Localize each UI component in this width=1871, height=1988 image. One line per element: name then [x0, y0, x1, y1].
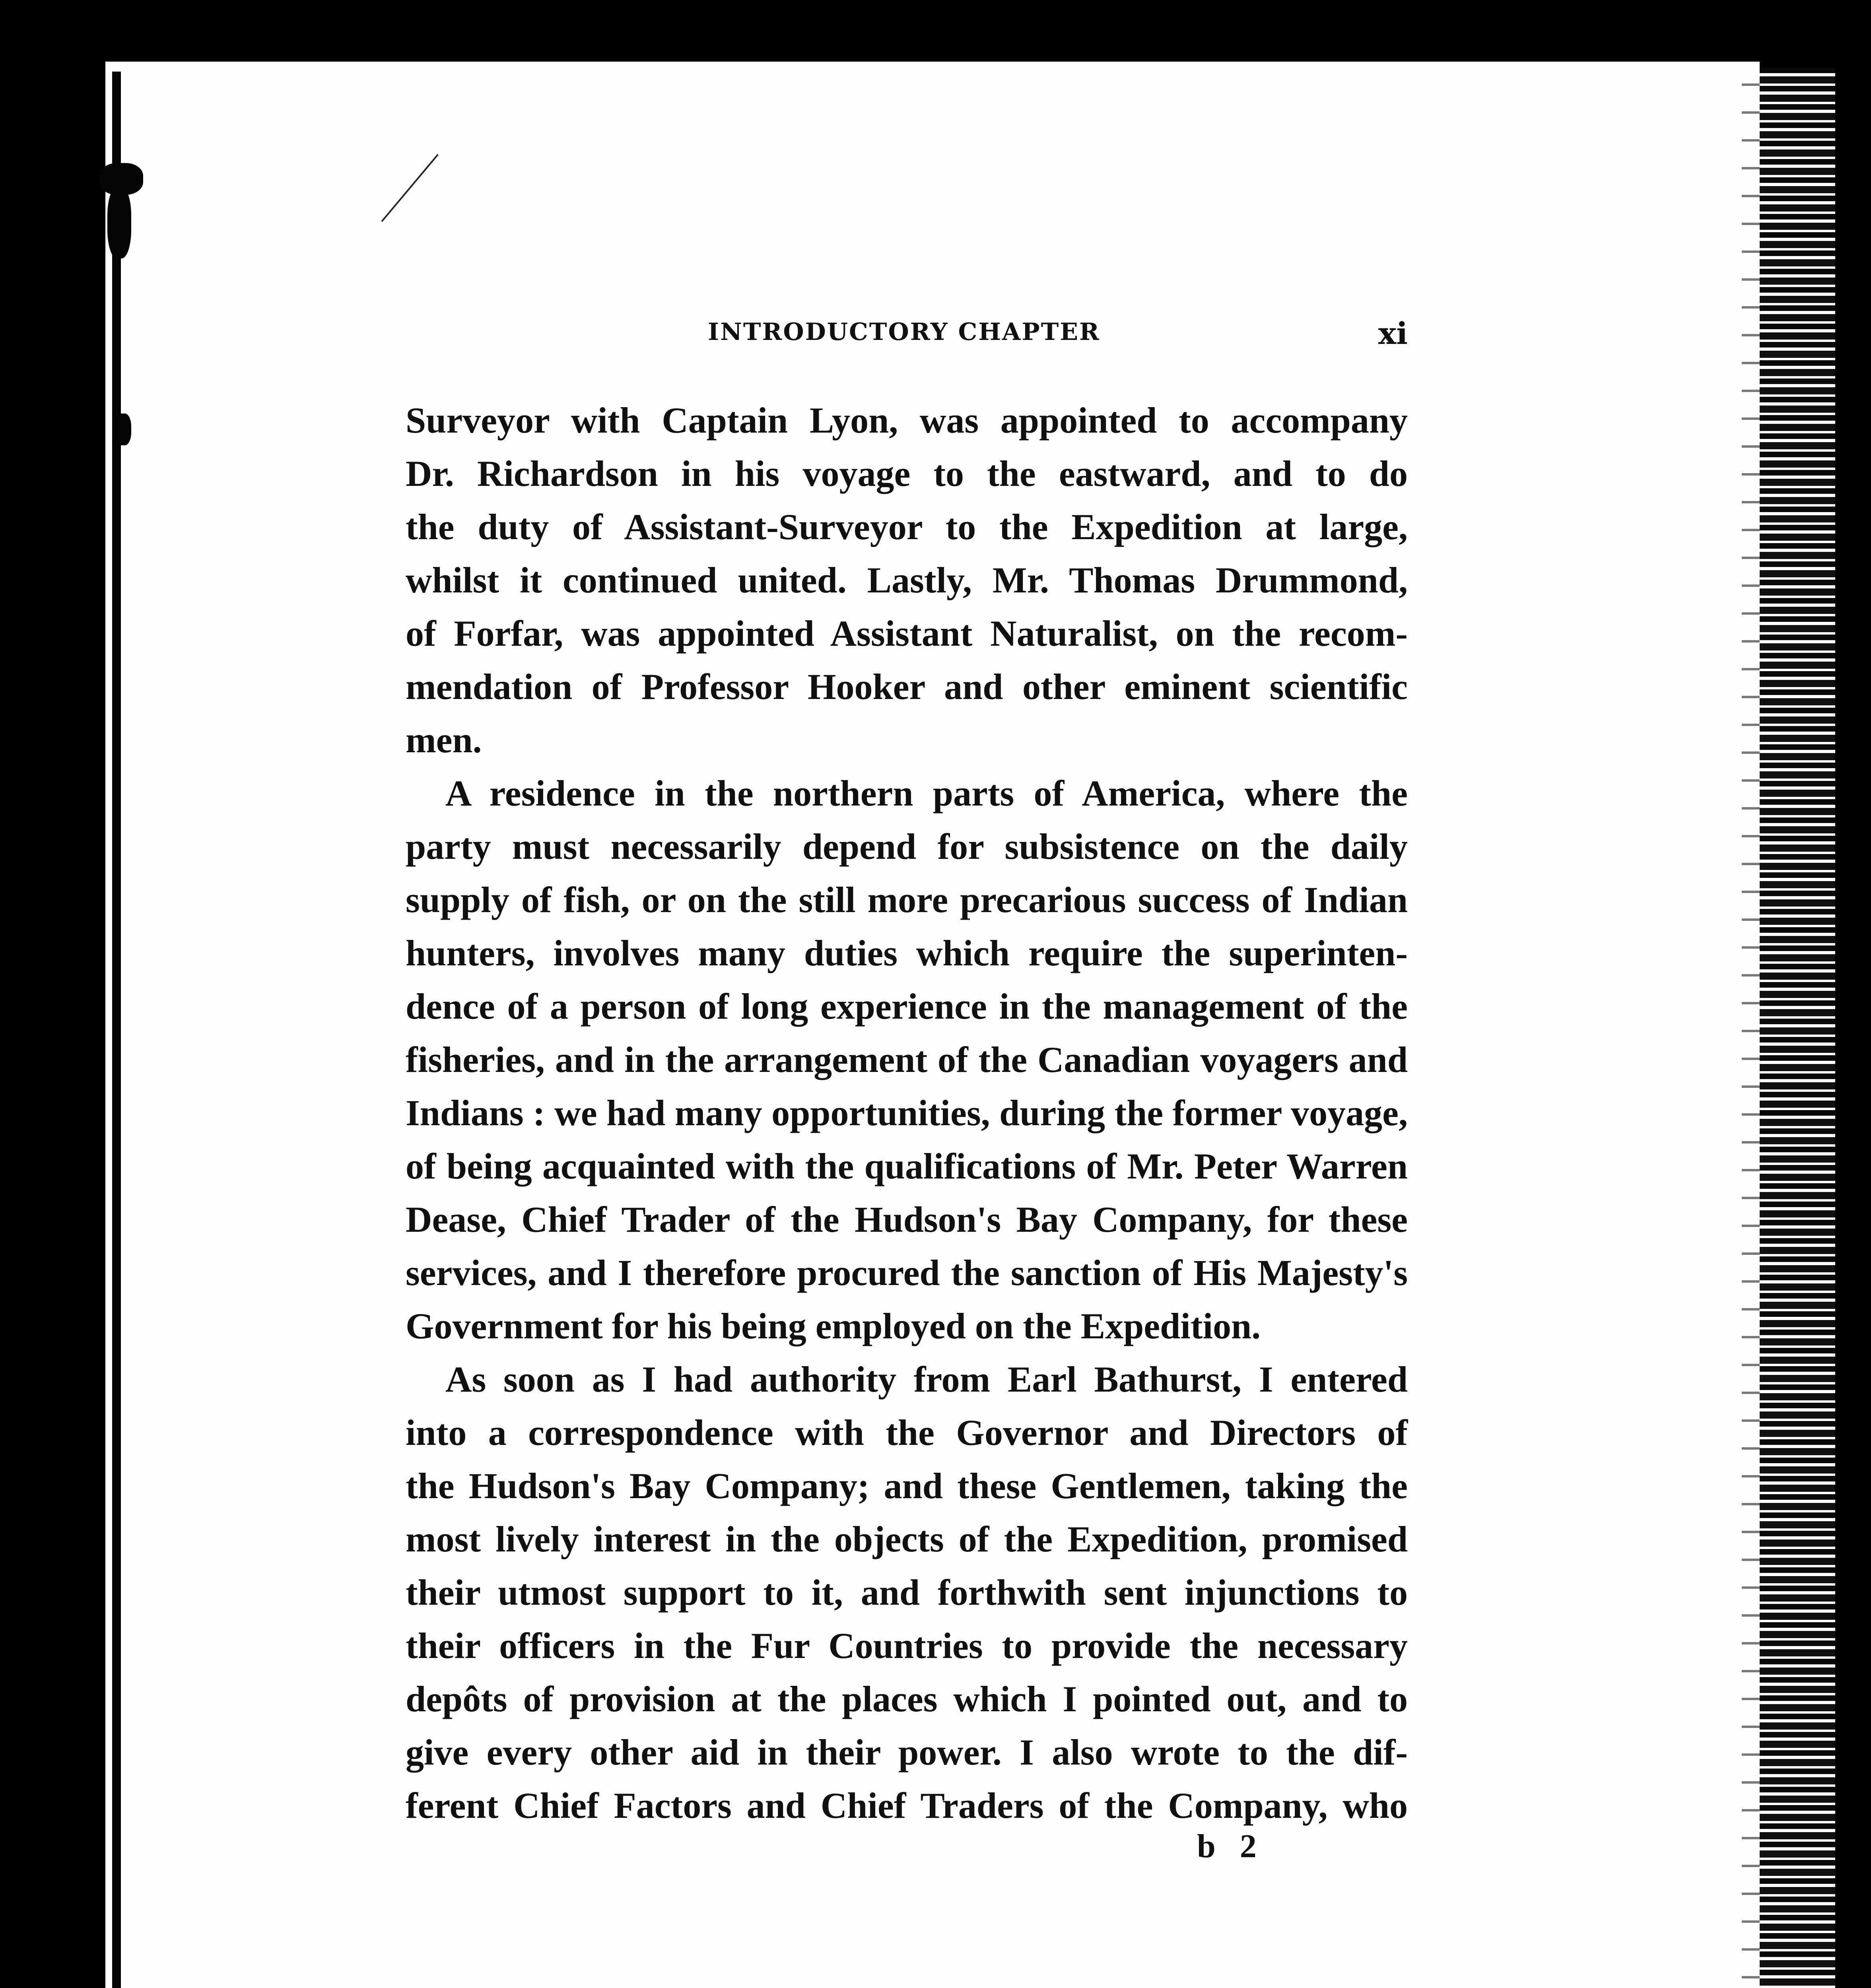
text-line: Indians : we had many opportunities, during the former voyage,	[406, 1093, 1408, 1133]
text-line: whilst it continued united. Lastly, Mr. Thomas Drummond,	[406, 560, 1408, 600]
text-line: Government for his being employed on the Expedition.	[406, 1306, 1261, 1346]
text-line: their utmost support to it, and forthwith sent injunctions to	[406, 1572, 1408, 1613]
text-line: into a correspondence with the Governor and Directors of	[406, 1412, 1408, 1453]
signature-mark: b 2	[1197, 1828, 1265, 1865]
page-edge-shadow	[1742, 72, 1762, 1988]
text-line: party must necessarily depend for subsistence on the daily	[406, 826, 1408, 867]
page-header	[406, 318, 1408, 358]
text-line: A residence in the northern parts of America, where the	[445, 773, 1408, 813]
text-line: hunters, involves many duties which require the superinten-	[406, 933, 1408, 973]
text-line: their officers in the Fur Countries to provide the necessary	[406, 1625, 1408, 1666]
text-line: services, and I therefore procured the sanction of His Majesty's	[406, 1252, 1408, 1293]
text-line: the Hudson's Bay Company; and these Gentlemen, taking the	[406, 1466, 1408, 1506]
text-line: Surveyor with Captain Lyon, was appointed to accompany	[406, 400, 1408, 441]
spine-blot	[115, 414, 131, 445]
page-spine-shadow	[112, 72, 121, 1988]
text-line: of Forfar, was appointed Assistant Naturalist, on the recom-	[406, 613, 1408, 654]
page-edge-torn	[1760, 68, 1835, 1988]
text-line: the duty of Assistant-Surveyor to the Expedition at large,	[406, 507, 1408, 547]
paragraph	[406, 394, 1408, 767]
text-line: As soon as I had authority from Earl Bathurst, I entered	[445, 1359, 1408, 1400]
page-number: xi	[1378, 316, 1408, 351]
text-line: dence of a person of long experience in the management of the	[406, 986, 1408, 1027]
text-line: of being acquainted with the qualifications of Mr. Peter Warren	[406, 1146, 1408, 1186]
text-line: most lively interest in the objects of the Expedition, promised	[406, 1519, 1408, 1559]
text-line: fisheries, and in the arrangement of the Canadian voyagers and	[406, 1039, 1408, 1080]
text-line: Dease, Chief Trader of the Hudson's Bay Company, for these	[406, 1199, 1408, 1240]
text-line: mendation of Professor Hooker and other eminent scientific	[406, 666, 1408, 707]
text-line: men.	[406, 720, 482, 760]
text-line: give every other aid in their power. I also wrote to the dif-	[406, 1732, 1408, 1773]
running-head: INTRODUCTORY CHAPTER	[708, 318, 1100, 346]
body-text	[406, 394, 1408, 1832]
paragraph	[406, 767, 1408, 1353]
paragraph	[406, 1353, 1408, 1832]
spine-blot	[107, 187, 131, 258]
text-line: ferent Chief Factors and Chief Traders of the Company, who	[406, 1785, 1408, 1826]
text-line: supply of fish, or on the still more precarious success of Indian	[406, 879, 1408, 920]
text-line: Dr. Richardson in his voyage to the eastward, and to do	[406, 453, 1408, 494]
text-line: depôts of provision at the places which I pointed out, and to	[406, 1679, 1408, 1719]
